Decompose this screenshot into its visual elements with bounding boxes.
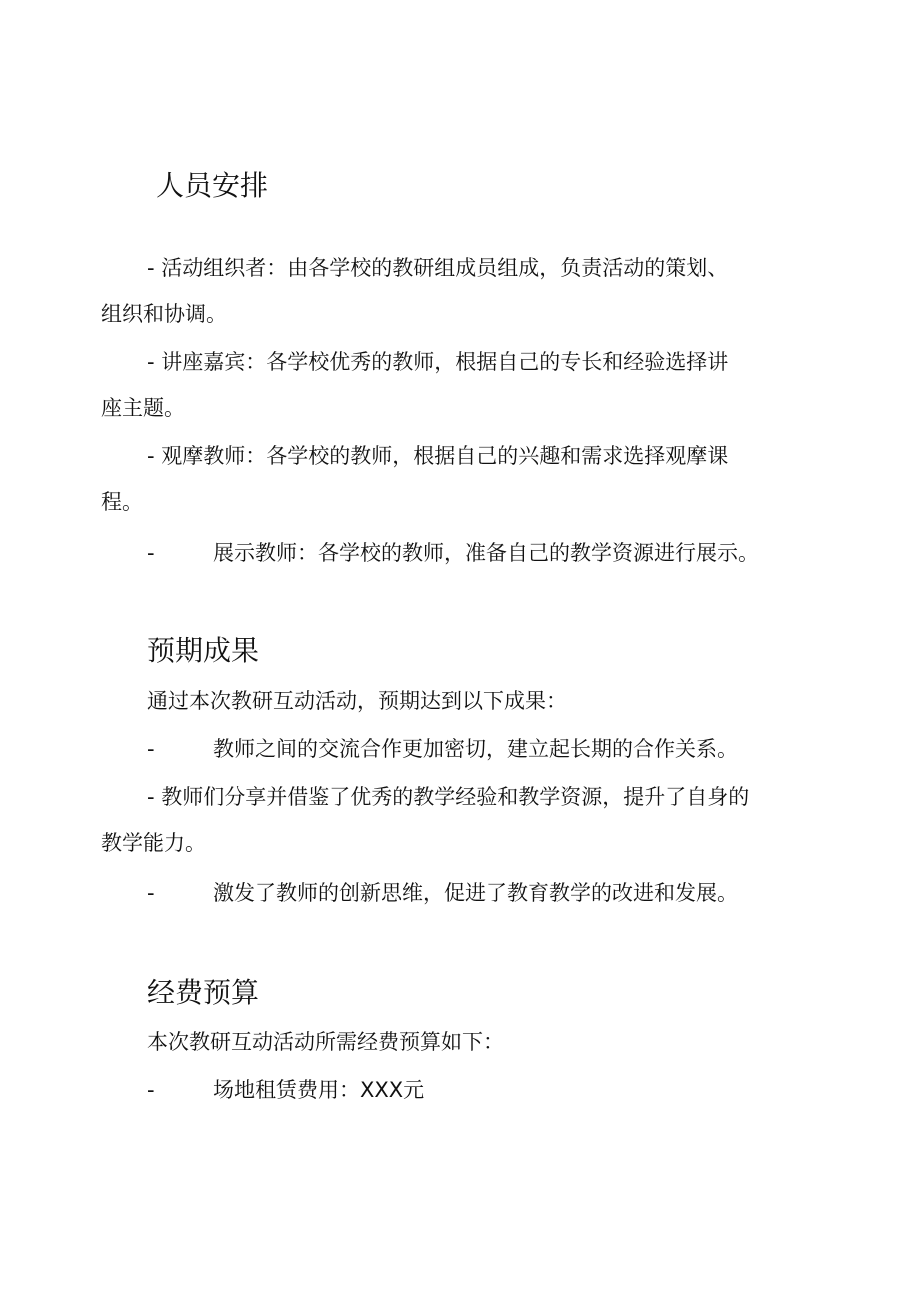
outcomes-intro: 通过本次教研互动活动，预期达到以下成果： — [147, 689, 567, 713]
staff-item-speaker — [101, 339, 821, 431]
budget-intro: 本次教研互动活动所需经费预算如下： — [147, 1030, 504, 1054]
budget-item-venue: 场地租赁费用：XXX元 — [213, 1078, 425, 1102]
staff-item-organizer — [101, 245, 821, 337]
outcomes-item-3-dash: - — [147, 881, 155, 905]
staff-item-speaker-line2: 座主题。 — [101, 396, 185, 420]
staff-item-observer-line2: 程。 — [101, 490, 143, 514]
staff-item-observer — [101, 433, 821, 525]
staff-item-observer-line1: - 观摩教师：各学校的教师，根据自己的兴趣和需求选择观摩课 — [147, 444, 729, 468]
budget-item-1-dash: - — [147, 1078, 155, 1102]
staff-item-organizer-line1: - 活动组织者：由各学校的教研组成员组成，负责活动的策划、 — [147, 256, 729, 280]
staff-item-organizer-line2: 组织和协调。 — [101, 302, 227, 326]
outcomes-item-3: 激发了教师的创新思维，促进了教育教学的改进和发展。 — [213, 881, 738, 905]
staff-item-speaker-line1: - 讲座嘉宾：各学校优秀的教师，根据自己的专长和经验选择讲 — [147, 350, 729, 374]
staff-item-presenter-dash: - — [147, 541, 155, 565]
outcomes-item-1: 教师之间的交流合作更加密切，建立起长期的合作关系。 — [213, 737, 738, 761]
section-heading-staff: 人员安排 — [156, 169, 269, 202]
outcomes-item-2 — [101, 774, 821, 866]
outcomes-item-1-dash: - — [147, 737, 155, 761]
section-heading-outcomes: 预期成果 — [147, 634, 260, 667]
staff-item-presenter: 展示教师：各学校的教师，准备自己的教学资源进行展示。 — [213, 541, 759, 565]
section-heading-budget: 经费预算 — [147, 976, 260, 1009]
outcomes-item-2-line1: - 教师们分享并借鉴了优秀的教学经验和教学资源，提升了自身的 — [147, 785, 750, 809]
outcomes-item-2-line2: 教学能力。 — [101, 831, 206, 855]
